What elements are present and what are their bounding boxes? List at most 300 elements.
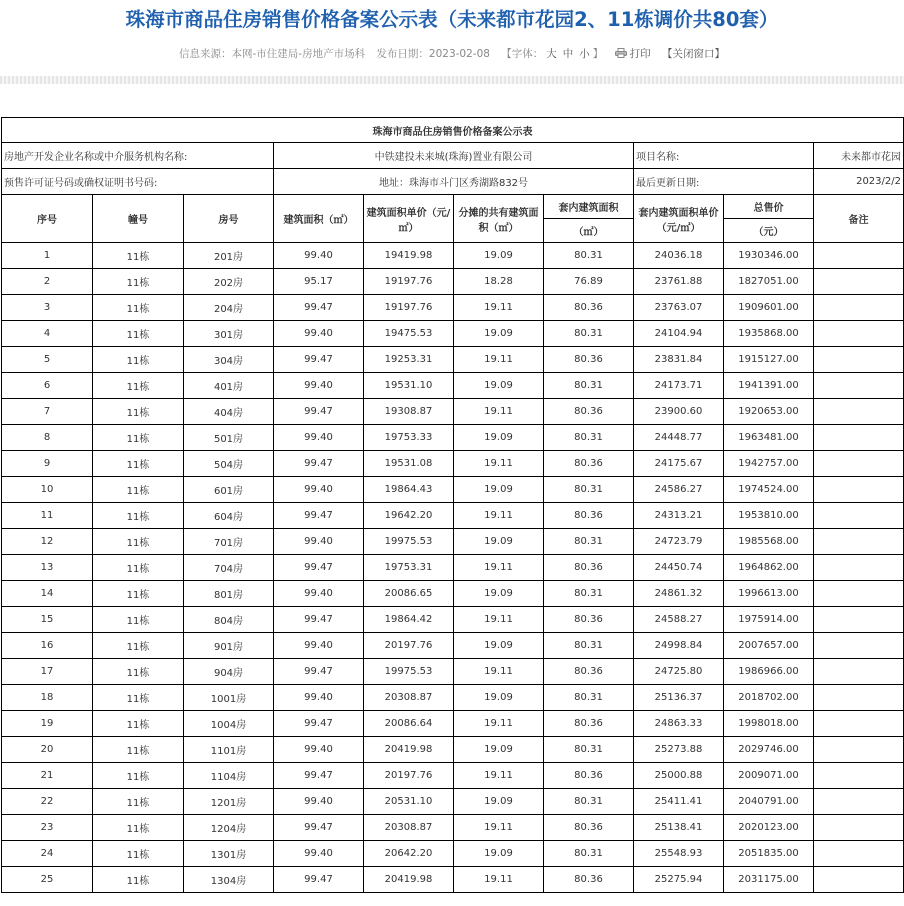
font-bracket-open: 【字体： <box>501 48 544 60</box>
header-room: 房号 <box>184 195 274 243</box>
cell-room: 604房 <box>184 503 274 529</box>
header-inner-price: 套内建筑面积单价（元/㎡） <box>634 195 724 243</box>
font-large-link[interactable]: 大 <box>546 48 557 60</box>
cell-room: 401房 <box>184 373 274 399</box>
cell-no: 10 <box>2 477 93 503</box>
cell-total: 1909601.00 <box>724 295 814 321</box>
cell-building: 11栋 <box>93 763 184 789</box>
font-size-switcher <box>501 48 603 60</box>
cell-room: 1004房 <box>184 711 274 737</box>
cell-room: 501房 <box>184 425 274 451</box>
permit-label: 预售许可证号码或确权证明书号码: <box>2 169 274 195</box>
cell-total: 1920653.00 <box>724 399 814 425</box>
cell-area: 99.47 <box>274 347 364 373</box>
cell-shared-area: 19.09 <box>454 243 544 269</box>
cell-total: 1935868.00 <box>724 321 814 347</box>
cell-no: 9 <box>2 451 93 477</box>
cell-inner-area: 80.36 <box>544 451 634 477</box>
cell-area: 99.47 <box>274 659 364 685</box>
cell-remark <box>814 321 904 347</box>
cell-remark <box>814 373 904 399</box>
cell-inner-area: 80.31 <box>544 737 634 763</box>
cell-unit-price: 19975.53 <box>364 659 454 685</box>
table-row <box>2 659 904 685</box>
cell-total: 1975914.00 <box>724 607 814 633</box>
cell-room: 901房 <box>184 633 274 659</box>
cell-unit-price: 20531.10 <box>364 789 454 815</box>
cell-area: 99.40 <box>274 321 364 347</box>
cell-no: 15 <box>2 607 93 633</box>
font-small-link[interactable]: 小 <box>579 48 590 60</box>
table-row <box>2 763 904 789</box>
cell-room: 1104房 <box>184 763 274 789</box>
cell-remark <box>814 425 904 451</box>
cell-unit-price: 19197.76 <box>364 295 454 321</box>
table-row <box>2 373 904 399</box>
cell-inner-area: 80.31 <box>544 321 634 347</box>
cell-building: 11栋 <box>93 399 184 425</box>
cell-inner-area: 80.36 <box>544 763 634 789</box>
cell-inner-price: 24173.71 <box>634 373 724 399</box>
header-inner-area-unit: （㎡） <box>544 219 634 243</box>
cell-total: 2040791.00 <box>724 789 814 815</box>
cell-remark <box>814 555 904 581</box>
cell-area: 99.47 <box>274 607 364 633</box>
cell-total: 2018702.00 <box>724 685 814 711</box>
cell-building: 11栋 <box>93 737 184 763</box>
table-row <box>2 503 904 529</box>
cell-shared-area: 19.09 <box>454 737 544 763</box>
table-row <box>2 555 904 581</box>
cell-area: 99.40 <box>274 789 364 815</box>
cell-inner-area: 80.31 <box>544 633 634 659</box>
cell-area: 99.40 <box>274 529 364 555</box>
cell-building: 11栋 <box>93 529 184 555</box>
cell-inner-area: 80.31 <box>544 685 634 711</box>
cell-room: 1001房 <box>184 685 274 711</box>
cell-building: 11栋 <box>93 477 184 503</box>
cell-remark <box>814 399 904 425</box>
cell-no: 4 <box>2 321 93 347</box>
project-value: 未来都市花园 <box>814 143 904 169</box>
table-row <box>2 451 904 477</box>
project-label: 项目名称: <box>634 143 814 169</box>
cell-area: 99.47 <box>274 711 364 737</box>
cell-no: 18 <box>2 685 93 711</box>
developer-label: 房地产开发企业名称或中介服务机构名称: <box>2 143 274 169</box>
cell-inner-area: 80.31 <box>544 581 634 607</box>
cell-remark <box>814 581 904 607</box>
cell-inner-price: 24313.21 <box>634 503 724 529</box>
cell-unit-price: 19753.31 <box>364 555 454 581</box>
cell-area: 99.47 <box>274 867 364 893</box>
separator-band <box>0 76 904 84</box>
cell-unit-price: 19419.98 <box>364 243 454 269</box>
cell-inner-area: 80.36 <box>544 399 634 425</box>
cell-inner-price: 25138.41 <box>634 815 724 841</box>
cell-building: 11栋 <box>93 867 184 893</box>
cell-unit-price: 20308.87 <box>364 815 454 841</box>
cell-building: 11栋 <box>93 815 184 841</box>
cell-remark <box>814 633 904 659</box>
cell-building: 11栋 <box>93 711 184 737</box>
cell-building: 11栋 <box>93 269 184 295</box>
cell-no: 20 <box>2 737 93 763</box>
cell-total: 1942757.00 <box>724 451 814 477</box>
cell-shared-area: 19.09 <box>454 581 544 607</box>
cell-remark <box>814 269 904 295</box>
cell-remark <box>814 295 904 321</box>
cell-room: 1201房 <box>184 789 274 815</box>
cell-total: 2029746.00 <box>724 737 814 763</box>
cell-building: 11栋 <box>93 555 184 581</box>
page-title: 珠海市商品住房销售价格备案公示表（未来都市花园2、11栋调价共80套） <box>125 8 779 31</box>
cell-building: 11栋 <box>93 243 184 269</box>
cell-building: 11栋 <box>93 295 184 321</box>
cell-room: 504房 <box>184 451 274 477</box>
cell-inner-area: 80.31 <box>544 841 634 867</box>
print-label: 打印 <box>629 48 651 60</box>
cell-unit-price: 19308.87 <box>364 399 454 425</box>
cell-inner-area: 80.31 <box>544 529 634 555</box>
cell-total: 1974524.00 <box>724 477 814 503</box>
cell-building: 11栋 <box>93 607 184 633</box>
cell-room: 1301房 <box>184 841 274 867</box>
cell-remark <box>814 451 904 477</box>
cell-inner-area: 80.31 <box>544 425 634 451</box>
cell-unit-price: 20197.76 <box>364 763 454 789</box>
cell-building: 11栋 <box>93 451 184 477</box>
cell-total: 1985568.00 <box>724 529 814 555</box>
cell-remark <box>814 347 904 373</box>
cell-inner-price: 24036.18 <box>634 243 724 269</box>
cell-building: 11栋 <box>93 581 184 607</box>
header-total: 总售价 <box>724 195 814 219</box>
cell-shared-area: 19.11 <box>454 815 544 841</box>
cell-no: 16 <box>2 633 93 659</box>
table-row <box>2 581 904 607</box>
cell-inner-area: 80.36 <box>544 659 634 685</box>
cell-remark <box>814 867 904 893</box>
cell-area: 99.47 <box>274 451 364 477</box>
cell-area: 99.40 <box>274 373 364 399</box>
developer-value: 中铁建投未来城(珠海)置业有限公司 <box>274 143 634 169</box>
cell-remark <box>814 243 904 269</box>
header-area: 建筑面积（㎡） <box>274 195 364 243</box>
cell-no: 21 <box>2 763 93 789</box>
cell-inner-area: 80.36 <box>544 555 634 581</box>
cell-area: 99.47 <box>274 295 364 321</box>
cell-room: 704房 <box>184 555 274 581</box>
font-bracket-close: 】 <box>592 48 604 60</box>
cell-inner-price: 23900.60 <box>634 399 724 425</box>
cell-area: 99.40 <box>274 737 364 763</box>
address-text: 地址：珠海市斗门区秀湖路832号 <box>274 169 634 195</box>
cell-room: 701房 <box>184 529 274 555</box>
cell-inner-area: 80.36 <box>544 607 634 633</box>
cell-area: 99.40 <box>274 633 364 659</box>
cell-shared-area: 19.11 <box>454 763 544 789</box>
cell-inner-price: 24863.33 <box>634 711 724 737</box>
cell-shared-area: 19.09 <box>454 477 544 503</box>
cell-remark <box>814 529 904 555</box>
cell-inner-price: 25275.94 <box>634 867 724 893</box>
cell-unit-price: 19475.53 <box>364 321 454 347</box>
cell-inner-price: 24448.77 <box>634 425 724 451</box>
cell-no: 13 <box>2 555 93 581</box>
cell-inner-price: 25548.93 <box>634 841 724 867</box>
cell-shared-area: 19.11 <box>454 451 544 477</box>
cell-shared-area: 19.09 <box>454 685 544 711</box>
article-meta <box>0 46 904 61</box>
cell-total: 2009071.00 <box>724 763 814 789</box>
cell-unit-price: 19975.53 <box>364 529 454 555</box>
table-row <box>2 269 904 295</box>
cell-shared-area: 19.09 <box>454 841 544 867</box>
cell-total: 1827051.00 <box>724 269 814 295</box>
cell-area: 99.40 <box>274 477 364 503</box>
cell-remark <box>814 763 904 789</box>
cell-shared-area: 19.11 <box>454 503 544 529</box>
header-inner-area: 套内建筑面积 <box>544 195 634 219</box>
table-row <box>2 711 904 737</box>
cell-remark <box>814 737 904 763</box>
cell-remark <box>814 477 904 503</box>
cell-remark <box>814 503 904 529</box>
cell-total: 1915127.00 <box>724 347 814 373</box>
cell-building: 11栋 <box>93 659 184 685</box>
cell-no: 3 <box>2 295 93 321</box>
cell-no: 12 <box>2 529 93 555</box>
cell-total: 1953810.00 <box>724 503 814 529</box>
cell-inner-price: 24586.27 <box>634 477 724 503</box>
cell-inner-area: 80.31 <box>544 789 634 815</box>
cell-unit-price: 19197.76 <box>364 269 454 295</box>
cell-inner-price: 23761.88 <box>634 269 724 295</box>
cell-area: 99.40 <box>274 841 364 867</box>
printer-icon <box>615 48 627 58</box>
cell-remark <box>814 815 904 841</box>
cell-building: 11栋 <box>93 425 184 451</box>
cell-inner-price: 25000.88 <box>634 763 724 789</box>
cell-total: 2020123.00 <box>724 815 814 841</box>
updated-label: 最后更新日期: <box>634 169 814 195</box>
cell-area: 99.47 <box>274 815 364 841</box>
cell-remark <box>814 711 904 737</box>
header-remark: 备注 <box>814 195 904 243</box>
header-building: 幢号 <box>93 195 184 243</box>
publish-date: 发布日期：2023-02-08 <box>376 48 490 60</box>
table-row <box>2 607 904 633</box>
cell-room: 804房 <box>184 607 274 633</box>
cell-no: 24 <box>2 841 93 867</box>
cell-area: 99.40 <box>274 685 364 711</box>
cell-unit-price: 19864.42 <box>364 607 454 633</box>
cell-inner-price: 24998.84 <box>634 633 724 659</box>
cell-room: 204房 <box>184 295 274 321</box>
table-row <box>2 425 904 451</box>
cell-shared-area: 19.09 <box>454 321 544 347</box>
cell-remark <box>814 685 904 711</box>
cell-shared-area: 19.11 <box>454 555 544 581</box>
cell-remark <box>814 789 904 815</box>
cell-inner-area: 76.89 <box>544 269 634 295</box>
cell-no: 5 <box>2 347 93 373</box>
cell-shared-area: 19.09 <box>454 633 544 659</box>
cell-total: 2031175.00 <box>724 867 814 893</box>
table-row <box>2 737 904 763</box>
source-text: 信息来源：本网-市住建局-房地产市场科 <box>179 48 366 60</box>
table-row <box>2 477 904 503</box>
cell-shared-area: 19.09 <box>454 789 544 815</box>
cell-inner-price: 24588.27 <box>634 607 724 633</box>
header-shared-area: 分摊的共有建筑面积（㎡） <box>454 195 544 243</box>
cell-remark <box>814 841 904 867</box>
cell-total: 1941391.00 <box>724 373 814 399</box>
cell-inner-price: 23763.07 <box>634 295 724 321</box>
cell-remark <box>814 659 904 685</box>
cell-shared-area: 19.11 <box>454 295 544 321</box>
cell-no: 25 <box>2 867 93 893</box>
table-row <box>2 295 904 321</box>
table-row <box>2 243 904 269</box>
cell-building: 11栋 <box>93 633 184 659</box>
cell-area: 99.47 <box>274 555 364 581</box>
cell-building: 11栋 <box>93 789 184 815</box>
cell-inner-price: 25411.41 <box>634 789 724 815</box>
price-table <box>1 117 904 893</box>
close-window-link[interactable]: 【关闭窗口】 <box>661 48 725 60</box>
cell-total: 1963481.00 <box>724 425 814 451</box>
cell-inner-price: 24861.32 <box>634 581 724 607</box>
cell-inner-price: 24175.67 <box>634 451 724 477</box>
cell-inner-price: 24450.74 <box>634 555 724 581</box>
cell-total: 1964862.00 <box>724 555 814 581</box>
updated-value: 2023/2/2 <box>814 169 904 195</box>
cell-no: 7 <box>2 399 93 425</box>
cell-room: 601房 <box>184 477 274 503</box>
cell-total: 1986966.00 <box>724 659 814 685</box>
cell-unit-price: 20419.98 <box>364 867 454 893</box>
cell-total: 1998018.00 <box>724 711 814 737</box>
cell-total: 2007657.00 <box>724 633 814 659</box>
cell-total: 1930346.00 <box>724 243 814 269</box>
cell-unit-price: 19642.20 <box>364 503 454 529</box>
cell-building: 11栋 <box>93 503 184 529</box>
header-unit-price: 建筑面积单价（元/㎡） <box>364 195 454 243</box>
cell-shared-area: 19.11 <box>454 347 544 373</box>
cell-building: 11栋 <box>93 347 184 373</box>
cell-area: 99.47 <box>274 503 364 529</box>
cell-inner-area: 80.31 <box>544 373 634 399</box>
cell-room: 904房 <box>184 659 274 685</box>
table-row <box>2 789 904 815</box>
cell-total: 1996613.00 <box>724 581 814 607</box>
table-row <box>2 347 904 373</box>
table-row <box>2 867 904 893</box>
cell-inner-area: 80.36 <box>544 503 634 529</box>
cell-building: 11栋 <box>93 321 184 347</box>
cell-no: 2 <box>2 269 93 295</box>
cell-no: 6 <box>2 373 93 399</box>
table-row <box>2 399 904 425</box>
cell-shared-area: 19.11 <box>454 399 544 425</box>
cell-area: 99.40 <box>274 581 364 607</box>
cell-total: 2051835.00 <box>724 841 814 867</box>
cell-area: 99.47 <box>274 399 364 425</box>
cell-unit-price: 20086.64 <box>364 711 454 737</box>
cell-room: 404房 <box>184 399 274 425</box>
cell-inner-price: 24725.80 <box>634 659 724 685</box>
cell-inner-area: 80.31 <box>544 243 634 269</box>
cell-inner-price: 25273.88 <box>634 737 724 763</box>
table-row <box>2 685 904 711</box>
cell-shared-area: 19.11 <box>454 867 544 893</box>
cell-unit-price: 19531.10 <box>364 373 454 399</box>
cell-room: 301房 <box>184 321 274 347</box>
cell-inner-area: 80.36 <box>544 295 634 321</box>
cell-shared-area: 19.11 <box>454 711 544 737</box>
cell-area: 99.40 <box>274 243 364 269</box>
cell-shared-area: 19.09 <box>454 425 544 451</box>
cell-building: 11栋 <box>93 841 184 867</box>
cell-room: 201房 <box>184 243 274 269</box>
cell-no: 14 <box>2 581 93 607</box>
table-caption: 珠海市商品住房销售价格备案公示表 <box>2 118 904 143</box>
cell-room: 801房 <box>184 581 274 607</box>
header-no: 序号 <box>2 195 93 243</box>
cell-area: 95.17 <box>274 269 364 295</box>
cell-shared-area: 19.11 <box>454 659 544 685</box>
cell-unit-price: 20197.76 <box>364 633 454 659</box>
cell-inner-area: 80.31 <box>544 477 634 503</box>
cell-unit-price: 20642.20 <box>364 841 454 867</box>
cell-inner-price: 24104.94 <box>634 321 724 347</box>
cell-room: 1304房 <box>184 867 274 893</box>
cell-no: 23 <box>2 815 93 841</box>
cell-shared-area: 18.28 <box>454 269 544 295</box>
cell-no: 11 <box>2 503 93 529</box>
cell-inner-area: 80.36 <box>544 867 634 893</box>
cell-room: 1204房 <box>184 815 274 841</box>
cell-building: 11栋 <box>93 685 184 711</box>
cell-shared-area: 19.11 <box>454 607 544 633</box>
cell-inner-price: 23831.84 <box>634 347 724 373</box>
table-row <box>2 815 904 841</box>
table-row <box>2 841 904 867</box>
cell-unit-price: 19253.31 <box>364 347 454 373</box>
cell-room: 304房 <box>184 347 274 373</box>
cell-inner-area: 80.36 <box>544 347 634 373</box>
cell-unit-price: 20419.98 <box>364 737 454 763</box>
cell-area: 99.47 <box>274 763 364 789</box>
cell-no: 19 <box>2 711 93 737</box>
cell-unit-price: 19753.33 <box>364 425 454 451</box>
cell-building: 11栋 <box>93 373 184 399</box>
cell-no: 1 <box>2 243 93 269</box>
print-button[interactable] <box>615 48 651 60</box>
cell-room: 1101房 <box>184 737 274 763</box>
cell-shared-area: 19.09 <box>454 373 544 399</box>
cell-inner-price: 24723.79 <box>634 529 724 555</box>
cell-area: 99.40 <box>274 425 364 451</box>
cell-remark <box>814 607 904 633</box>
cell-unit-price: 20308.87 <box>364 685 454 711</box>
cell-unit-price: 19864.43 <box>364 477 454 503</box>
cell-no: 17 <box>2 659 93 685</box>
cell-no: 8 <box>2 425 93 451</box>
font-medium-link[interactable]: 中 <box>562 48 574 60</box>
